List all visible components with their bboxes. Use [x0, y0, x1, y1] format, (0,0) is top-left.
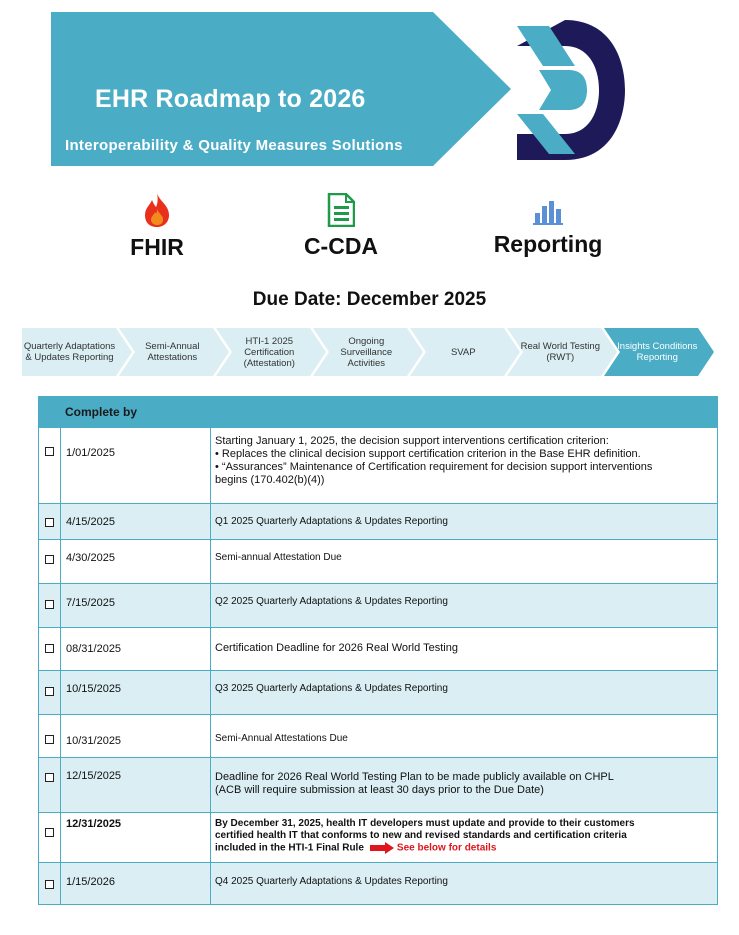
- date-cell: 12/15/2025: [61, 758, 211, 812]
- process-step-label: [323, 328, 410, 376]
- page-title: EHR Roadmap to 2026: [95, 85, 366, 113]
- table-row: [39, 503, 717, 539]
- process-step-line: HTI-1 2025: [245, 335, 294, 347]
- date-cell: 4/15/2025: [61, 504, 211, 539]
- process-step-line: Reporting: [636, 352, 678, 363]
- process-step-line: Ongoing: [348, 335, 385, 347]
- checkbox-cell: [39, 863, 61, 904]
- date-cell: 12/31/2025: [61, 813, 211, 862]
- task-checkbox[interactable]: [45, 600, 54, 609]
- process-step-label: [22, 328, 117, 376]
- description-line: Q4 2025 Quarterly Adaptations & Updates Reporting: [215, 876, 448, 887]
- process-step-label: [517, 328, 604, 376]
- table-row: [39, 862, 717, 904]
- checkbox-cell: [39, 715, 61, 757]
- checkbox-cell: [39, 504, 61, 539]
- description-line: (ACB will require submission at least 30 days prior to the Due Date): [215, 784, 544, 796]
- header-banner: [51, 12, 511, 166]
- task-checkbox[interactable]: [45, 687, 54, 696]
- description-line: Deadline for 2026 Real World Testing Plan to be made publicly available on CHPL: [215, 771, 614, 783]
- process-step-line: Activities: [347, 357, 386, 369]
- checkbox-cell: [39, 428, 61, 503]
- date-cell: 7/15/2025: [61, 584, 211, 627]
- process-step-line: Quarterly Adaptations: [23, 341, 116, 352]
- process-step-line: (RWT): [546, 352, 575, 363]
- table-body: [39, 427, 717, 904]
- category-label: FHIR: [130, 234, 184, 260]
- description-cell: [211, 863, 717, 904]
- process-step-line: Insights Conditions: [617, 341, 698, 352]
- table-row: [39, 812, 717, 862]
- description-line: certified health IT that conforms to new and revised standards and certification criteria: [215, 830, 627, 841]
- task-checkbox[interactable]: [45, 518, 54, 527]
- description-line: • Replaces the clinical decision support certification criterion in the Base EHR definition.: [215, 448, 641, 460]
- process-step-label: [420, 328, 507, 376]
- description-line: Q1 2025 Quarterly Adaptations & Updates Reporting: [215, 516, 448, 527]
- description-cell: [211, 584, 717, 627]
- category-label: Reporting: [493, 231, 603, 257]
- due-date-heading: Due Date: December 2025: [252, 289, 487, 310]
- table-row: [39, 583, 717, 627]
- description-line: • “Assurances” Maintenance of Certification requirement for decision support interventions: [215, 461, 653, 473]
- arrow-right-icon: [370, 842, 394, 854]
- schedule-table: [38, 396, 718, 905]
- task-checkbox[interactable]: [45, 773, 54, 782]
- table-row: [39, 427, 717, 503]
- category-label: C-CDA: [303, 233, 379, 259]
- task-checkbox[interactable]: [45, 828, 54, 837]
- description-cell: [211, 428, 717, 503]
- checkbox-cell: [39, 628, 61, 670]
- process-step-line: SVAP: [450, 346, 476, 358]
- task-checkbox[interactable]: [45, 735, 54, 744]
- checkbox-cell: [39, 671, 61, 714]
- date-cell: 1/01/2025: [61, 428, 211, 503]
- process-step-line: Attestations: [147, 352, 198, 363]
- process-step-line: Certification: [244, 346, 295, 358]
- description-line: begins (170.402(b)(4)): [215, 474, 325, 486]
- description-line: Certification Deadline for 2026 Real World Testing: [215, 642, 458, 654]
- description-line: Semi-annual Attestation Due: [215, 552, 342, 563]
- checkbox-cell: [39, 813, 61, 862]
- process-step-line: Real World Testing: [520, 341, 600, 352]
- process-step-label: [614, 328, 701, 376]
- task-checkbox[interactable]: [45, 447, 54, 456]
- table-row: [39, 714, 717, 757]
- description-line: included in the HTI-1 Final Rule See below for details: [215, 842, 497, 854]
- page-subtitle: Interoperability & Quality Measures Solutions: [65, 137, 403, 154]
- process-step-line: & Updates Reporting: [25, 352, 114, 363]
- process-step-label: [226, 328, 313, 376]
- task-checkbox[interactable]: [45, 555, 54, 564]
- description-line: Q2 2025 Quarterly Adaptations & Updates Reporting: [215, 596, 448, 607]
- checkbox-cell: [39, 758, 61, 812]
- process-step-line: Surveillance: [340, 346, 393, 358]
- category-fhir: [115, 192, 199, 261]
- checkbox-cell: [39, 584, 61, 627]
- table-row: [39, 670, 717, 714]
- date-cell: 10/15/2025: [61, 671, 211, 714]
- description-line: Starting January 1, 2025, the decision support interventions certification criterion:: [215, 435, 609, 447]
- description-line: By December 31, 2025, health IT developers must update and provide to their customers: [215, 818, 635, 829]
- table-row: [39, 539, 717, 583]
- table-row: [39, 627, 717, 670]
- see-details-link[interactable]: See below for details: [396, 842, 497, 854]
- date-cell: 10/31/2025: [61, 715, 211, 757]
- category-reporting: [478, 195, 618, 258]
- date-cell: 4/30/2025: [61, 540, 211, 583]
- description-cell: [211, 758, 717, 812]
- document-icon: [327, 193, 355, 227]
- date-cell: 08/31/2025: [61, 628, 211, 670]
- process-step-label: [129, 328, 216, 376]
- description-cell: [211, 715, 717, 757]
- description-cell: [211, 671, 717, 714]
- description-line: Q3 2025 Quarterly Adaptations & Updates Reporting: [215, 683, 448, 694]
- table-header: Complete by: [39, 397, 717, 427]
- checkbox-cell: [39, 540, 61, 583]
- bar-chart-icon: [532, 195, 564, 225]
- task-checkbox[interactable]: [45, 644, 54, 653]
- description-line: Semi-Annual Attestations Due: [215, 733, 348, 744]
- description-cell: [211, 813, 717, 862]
- date-cell: 1/15/2026: [61, 863, 211, 904]
- process-steps: [22, 328, 717, 376]
- table-row: [39, 757, 717, 812]
- process-step-line: Semi-Annual: [145, 341, 200, 352]
- task-checkbox[interactable]: [45, 880, 54, 889]
- description-cell: [211, 628, 717, 670]
- category-ccda: [288, 193, 394, 260]
- d-logo-icon: [515, 20, 625, 160]
- description-cell: [211, 504, 717, 539]
- flame-icon: [142, 192, 172, 228]
- description-cell: [211, 540, 717, 583]
- process-step-line: (Attestation): [243, 357, 295, 369]
